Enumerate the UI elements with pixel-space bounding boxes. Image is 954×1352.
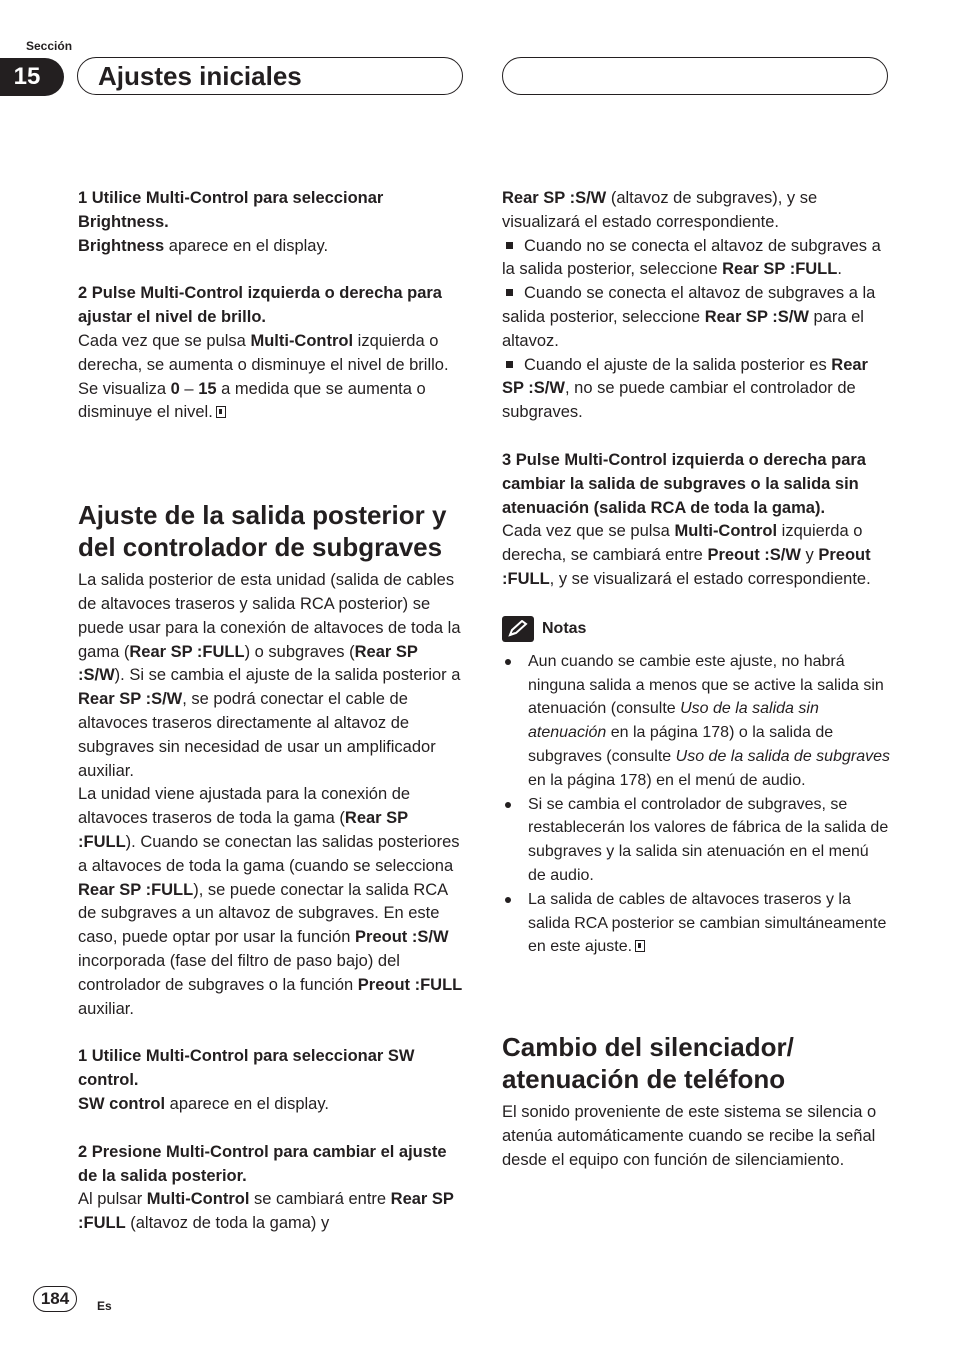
step-heading: 1 Utilice Multi-Control para seleccionar Brightness.	[78, 189, 384, 231]
paragraph: La salida posterior de esta unidad (salida de cables de altavoces traseros y salida RCA posterior) se puede usar para la conexión de altavoces de toda la gama (Rear SP :FULL) o subgraves (Rear SP :S/W). Si se cambia el ajuste de la salida posterior a Rear SP :S/W, se podrá conectar el cable de altavoces traseros directamente al altavoz de subgraves sin necesidad de usar un amplificador auxiliar.	[78, 571, 461, 780]
square-bullet-icon	[506, 242, 513, 249]
pencil-icon	[502, 616, 534, 642]
paragraph: Brightness aparece en el display.	[78, 236, 329, 255]
notes-list	[502, 650, 890, 959]
section-title: Ajustes iniciales	[77, 57, 463, 95]
end-mark-icon	[635, 940, 645, 952]
list-item: Cuando el ajuste de la salida posterior es Rear SP :S/W, no se puede cambiar el controlador de subgraves.	[502, 355, 868, 422]
step-heading: 1 Utilice Multi-Control para seleccionar SW control.	[78, 1047, 415, 1090]
step-heading: 2 Presione Multi-Control para cambiar el ajuste de la salida posterior.	[78, 1142, 447, 1185]
step-heading: 2 Pulse Multi-Control izquierda o derecha para ajustar el nivel de brillo.	[78, 284, 442, 327]
paragraph: Cada vez que se pulsa Multi-Control izquierda o derecha, se cambiará entre Preout :S/W y Preout :FULL, y se visualizará el estado correspondiente.	[502, 522, 871, 588]
note-item: Si se cambia el controlador de subgraves, se restablecerán los valores de fábrica de la salida de subgraves y la salida sin atenuación en el menú de audio.	[502, 793, 890, 888]
note-item: Aun cuando se cambie este ajuste, no habrá ninguna salida a menos que se active la salida sin atenuación (consulte Uso de la salida sin atenuación en la página 178) o la salida de subgraves (consulte Uso de la salida de subgraves en la página 178) en el menú de audio.	[502, 650, 890, 793]
section-heading: Cambio del silenciador/ atenuación de teléfono	[502, 1032, 794, 1095]
paragraph: Al pulsar Multi-Control se cambiará entre Rear SP :FULL (altavoz de toda la gama) y	[78, 1190, 454, 1233]
paragraph: SW control aparece en el display.	[78, 1094, 329, 1113]
square-bullet-icon	[506, 361, 513, 368]
section-label: Sección	[26, 39, 73, 53]
section-title-empty-box	[502, 57, 888, 95]
paragraph: La unidad viene ajustada para la conexión de altavoces traseros de toda la gama (Rear SP :FULL). Cuando se conectan las salidas posteriores a altavoces de toda la gama (cuando se selecciona Rear SP :FULL), se puede conectar la salida RCA de subgraves a un altavoz de subgraves. En este caso, puede optar por usar la función Preout :S/W incorporada (fase del filtro de paso bajo) del controlador de subgraves o la función Preout :FULL auxiliar.	[78, 785, 463, 1018]
notes-header	[502, 616, 890, 642]
square-bullet-icon	[506, 289, 513, 296]
page-number: 184	[33, 1286, 77, 1312]
language-code: Es	[97, 1299, 112, 1313]
paragraph: Rear SP :S/W (altavoz de subgraves), y se visualizará el estado correspondiente.	[502, 189, 818, 231]
section-number-badge: 15	[0, 58, 64, 96]
section-heading: Ajuste de la salida posterior y del controlador de subgraves	[78, 500, 447, 563]
notes-title: Notas	[542, 619, 587, 637]
step-heading: 3 Pulse Multi-Control izquierda o derecha para cambiar la salida de subgraves o la salida sin atenuación (salida RCA de toda la gama).	[502, 450, 866, 517]
paragraph: Cada vez que se pulsa Multi-Control izquierda o derecha, se aumenta o disminuye el nivel de brillo. Se visualiza 0 – 15 a medida que se aumenta o disminuye el nivel.	[78, 331, 449, 422]
end-mark-icon	[216, 406, 226, 418]
right-column	[502, 187, 890, 1173]
paragraph: El sonido proveniente de este sistema se silencia o atenúa automáticamente cuando se recibe la señal desde el equipo con función de silenciamiento.	[502, 1103, 877, 1169]
list-item: Cuando se conecta el altavoz de subgraves a la salida posterior, seleccione Rear SP :S/W para el altavoz.	[502, 284, 876, 350]
left-column	[78, 187, 466, 1236]
note-item: La salida de cables de altavoces traseros y la salida RCA posterior se cambian simultáneamente en este ajuste.	[502, 888, 890, 959]
list-item: Cuando no se conecta el altavoz de subgraves a la salida posterior, seleccione Rear SP :FULL.	[502, 236, 881, 279]
